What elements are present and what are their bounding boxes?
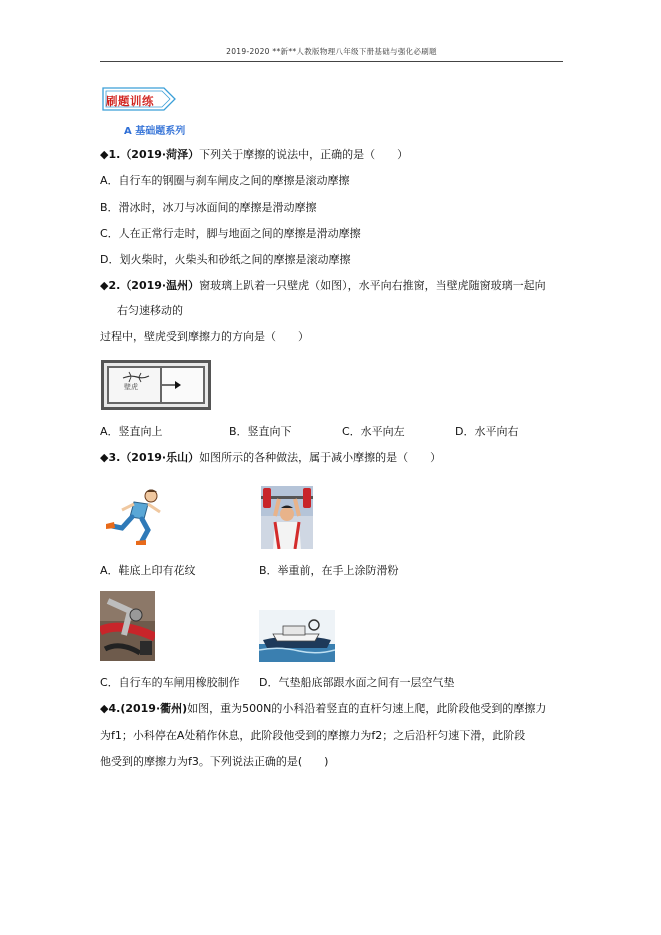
diamond-icon: ◆ xyxy=(100,451,109,464)
question-4-source: (2019·衢州) xyxy=(120,702,188,715)
question-1-option-b: B．滑冰时，冰刀与冰面间的摩擦是滑动摩擦 xyxy=(100,201,317,214)
gecko-label: 壁虎 xyxy=(124,383,138,391)
hovercraft-image xyxy=(259,610,335,662)
question-2-stem xyxy=(100,279,546,293)
question-2-option-d: D．水平向右 xyxy=(455,425,519,438)
window-pane-right xyxy=(162,366,205,404)
question-4-text: 如图，重为500N的小科沿着竖直的直杆匀速上爬，此阶段他受到的摩擦力 xyxy=(187,702,547,715)
question-2-stem-cont: 右匀速移动的 xyxy=(117,304,183,317)
question-2-source: （2019·温州） xyxy=(120,279,200,292)
arrow-right-icon xyxy=(162,380,182,390)
question-4-stem xyxy=(100,702,546,716)
question-1-source: （2019·菏泽） xyxy=(120,148,200,161)
diamond-icon: ◆ xyxy=(100,148,109,161)
gecko-icon xyxy=(121,370,151,384)
question-3-source: （2019·乐山） xyxy=(120,451,200,464)
question-2-number: 2. xyxy=(108,279,121,292)
question-3-option-a: A．鞋底上印有花纹 xyxy=(100,564,196,577)
runner-image xyxy=(102,486,168,548)
question-4-line-3: 他受到的摩擦力为f3。下列说法正确的是( ) xyxy=(100,755,329,768)
diamond-icon: ◆ xyxy=(100,702,109,715)
question-2-stem-cont2: 过程中，壁虎受到摩擦力的方向是（ ） xyxy=(100,330,309,343)
question-1-number: 1. xyxy=(108,148,121,161)
question-3-text: 如图所示的各种做法，属于减小摩擦的是（ ） xyxy=(199,451,442,464)
page-header: 2019-2020 **新**人教版物理八年级下册基础与强化必刷题 xyxy=(226,47,437,56)
question-4-number: 4. xyxy=(108,702,121,715)
question-2-option-c: C．水平向左 xyxy=(342,425,405,438)
question-3-number: 3. xyxy=(108,451,121,464)
question-3-option-c: C．自行车的车闸用橡胶制作 xyxy=(100,676,240,689)
question-3-stem xyxy=(100,451,441,465)
question-3-option-d: D．气垫船底部跟水面之间有一层空气垫 xyxy=(259,676,455,689)
question-1-text: 下列关于摩擦的说法中，正确的是（ ） xyxy=(199,148,409,161)
question-1-stem xyxy=(100,148,408,162)
question-2-option-a: A．竖直向上 xyxy=(100,425,163,438)
section-title: A 基础题系列 xyxy=(124,126,186,137)
question-2-text: 窗玻璃上趴着一只壁虎（如图），水平向右推窗，当壁虎随窗玻璃一起向 xyxy=(199,279,546,292)
gecko-window-figure xyxy=(101,360,211,410)
bicycle-brake-image xyxy=(100,591,155,661)
window-pane-left xyxy=(107,366,162,404)
question-1-option-d: D．划火柴时，火柴头和砂纸之间的摩擦是滚动摩擦 xyxy=(100,253,351,266)
question-2-option-b: B．竖直向下 xyxy=(229,425,292,438)
badge-label: 刷题训练 xyxy=(106,94,154,108)
weightlifter-image xyxy=(261,486,313,549)
question-1-option-a: A．自行车的钢圈与刹车闸皮之间的摩擦是滚动摩擦 xyxy=(100,174,350,187)
question-3-option-b: B．举重前，在手上涂防滑粉 xyxy=(259,564,399,577)
question-4-line-2: 为f1；小科停在A处稍作休息，此阶段他受到的摩擦力为f2；之后沿杆匀速下滑，此阶段 xyxy=(100,729,526,742)
diamond-icon: ◆ xyxy=(100,279,109,292)
question-1-option-c: C．人在正常行走时，脚与地面之间的摩擦是滑动摩擦 xyxy=(100,227,361,240)
header-rule xyxy=(100,61,563,62)
